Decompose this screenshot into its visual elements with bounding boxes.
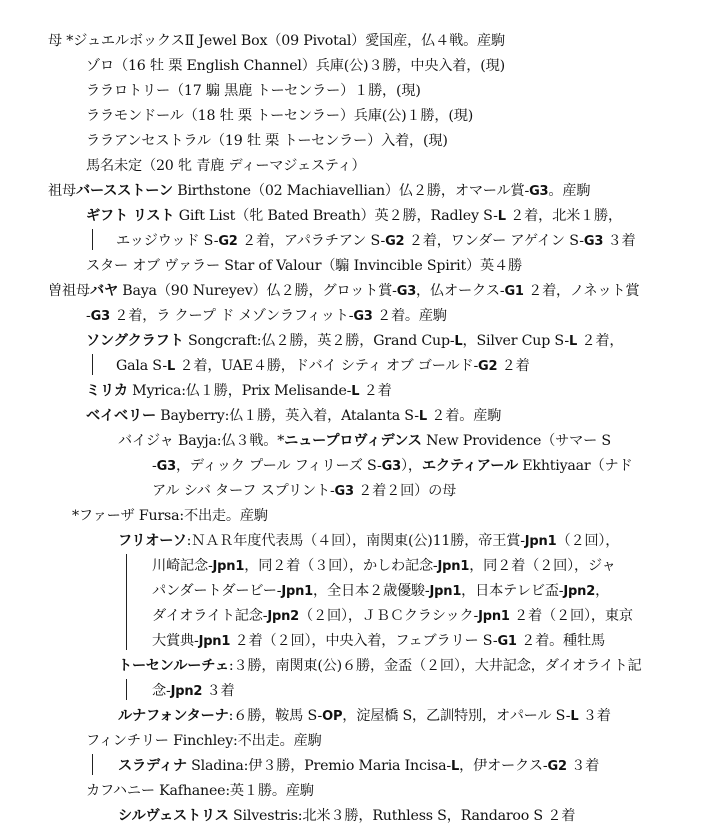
text: ３着 xyxy=(202,683,235,699)
granddam-info: Birthstone（02 Machiavellian）仏２勝，オマール賞- xyxy=(172,183,530,199)
grade-label: G2 xyxy=(478,359,498,374)
tosen-luce-line xyxy=(118,653,642,679)
text: ，ディック プール フィリーズ S- xyxy=(175,458,382,474)
dam-progeny-2: ララロトリー（17 騸 黒鹿 トーセンラー）１勝，(現) xyxy=(86,83,421,99)
third-dam-line-2 xyxy=(86,303,447,329)
text: ２着２回）の母 xyxy=(353,483,457,499)
text: ２着，ラ クープ ド メゾンラフィット- xyxy=(109,308,354,324)
grade-label: G2 xyxy=(385,234,405,249)
dam-line xyxy=(48,28,505,54)
songcraft-line-2 xyxy=(116,353,530,379)
grade-label: L xyxy=(497,209,506,224)
text: ，仏オークス- xyxy=(416,283,505,299)
new-providence-name: ニュープロヴィデンス xyxy=(284,433,422,449)
text: ２着，ノネット賞 xyxy=(523,283,640,299)
text: ２着，UAE４勝，ドバイ シティ オブ ゴールド- xyxy=(175,358,479,374)
text: ２着。産駒 xyxy=(427,408,502,424)
text: パンダートダービー- xyxy=(152,583,282,599)
grade-label: Jpn2 xyxy=(170,684,203,699)
text: ３着 xyxy=(566,758,600,774)
grade-label: G3 xyxy=(156,459,176,474)
grade-label: G2 xyxy=(218,234,238,249)
text: 川崎記念- xyxy=(152,558,213,574)
text: ２着，アパラチアン S- xyxy=(237,233,386,249)
myrica-line xyxy=(86,378,392,404)
bayberry-line xyxy=(86,403,501,429)
furioso-name: フリオーソ xyxy=(118,533,187,549)
grade-label: G3 xyxy=(381,459,401,474)
dam-info: Jewel Box（09 Pivotal）愛国産，仏４戦。産駒 xyxy=(194,33,506,49)
text: （２回），ＪＢＣクラシック- xyxy=(299,608,479,624)
ekhtiyaar-name: エクティアール xyxy=(421,458,518,474)
gift-list-line-2 xyxy=(116,228,635,254)
bayja-line-2 xyxy=(152,453,632,479)
text: Songcraft:仏２勝，英２勝，Grand Cup- xyxy=(183,333,455,349)
bayja-line-3 xyxy=(152,478,456,504)
text: ，同２着（３回），かしわ記念- xyxy=(244,558,438,574)
indent-bar xyxy=(126,554,127,650)
text: Bayberry:仏１勝，英入着，Atalanta S- xyxy=(155,408,419,424)
text: Silvestris:北米３勝，Ruthless S，Randaroo S ２着 xyxy=(228,808,576,824)
third-dam-name: バヤ xyxy=(89,283,118,299)
grade-label: Jpn1 xyxy=(478,609,510,624)
tosen-luce-line-2 xyxy=(152,678,235,704)
text: ２着，ワンダー アゲイン S- xyxy=(404,233,584,249)
text: ２着， xyxy=(577,333,624,349)
grade-label: Jpn1 xyxy=(281,584,314,599)
furioso-line xyxy=(118,528,619,554)
grade-label: G3 xyxy=(353,309,373,324)
grade-label: Jpn1 xyxy=(429,584,462,599)
furioso-line-3 xyxy=(152,578,609,604)
text: :ＮＡＲ年度代表馬（４回），南関東(公)11勝，帝王賞- xyxy=(186,533,525,549)
kafhanee-line: カフハニー Kafhanee:英１勝。産駒 xyxy=(86,783,314,799)
text: ２着。種牡馬 xyxy=(516,633,606,649)
grade-label: Jpn2 xyxy=(563,584,596,599)
grade-label: G1 xyxy=(504,284,524,299)
sladina-line xyxy=(118,753,599,779)
indent-bar xyxy=(126,679,127,700)
silvestris-line xyxy=(118,803,575,829)
grade-label: Jpn1 xyxy=(524,534,557,549)
grade-label: Jpn1 xyxy=(198,634,231,649)
grade-label: L xyxy=(569,334,578,349)
text: ２着 xyxy=(359,383,392,399)
grade-label: Jpn2 xyxy=(267,609,300,624)
text: ，淀屋橋 S，乙訓特別，オパール S- xyxy=(342,708,571,724)
dam-progeny-5: 馬名未定（20 牝 青鹿 ディーマジェスティ） xyxy=(86,158,366,174)
text: Gift List（牝 Bated Breath）英２勝，Radley S- xyxy=(174,208,498,224)
text: :３勝，南関東(公)６勝，金盃（２回），大井記念，ダイオライト記 xyxy=(228,658,642,674)
myrica-name: ミリカ xyxy=(86,383,128,399)
furioso-line-2 xyxy=(152,553,616,579)
grade-label: L xyxy=(166,359,176,374)
text: ，同２着（２回），ジャ xyxy=(469,558,616,574)
grade-label: G1 xyxy=(497,634,517,649)
grade-label: L xyxy=(351,384,360,399)
furioso-line-4 xyxy=(152,603,633,629)
text: 大賞典- xyxy=(152,633,199,649)
indent-bar xyxy=(92,754,93,775)
text: Gala S- xyxy=(116,358,167,374)
indent-bar xyxy=(92,229,93,250)
third-dam-line xyxy=(48,278,639,304)
grade-label: L xyxy=(570,709,579,724)
text: ２着，北米１勝， xyxy=(505,208,623,224)
songcraft-line xyxy=(86,328,623,354)
grade-label: L xyxy=(450,759,460,774)
text: ，伊オークス- xyxy=(459,758,548,774)
text: ２着 xyxy=(497,358,530,374)
granddam-name: バースストーン xyxy=(75,183,173,199)
bayberry-name: ベイベリー xyxy=(86,408,156,424)
text: New Providence（サマー S xyxy=(421,433,611,449)
indent-bar xyxy=(92,354,93,375)
text: ）， xyxy=(400,458,422,474)
third-dam-prefix: 曽祖母 xyxy=(48,283,90,299)
text: Myrica:仏１勝，Prix Melisande- xyxy=(127,383,352,399)
text: Baya（90 Nureyev）仏２勝，グロット賞- xyxy=(117,283,397,299)
luna-fontana-name: ルナフォンターナ xyxy=(118,708,229,724)
text: ２着。産駒 xyxy=(372,308,447,324)
text: （２回）， xyxy=(556,533,620,549)
granddam-line xyxy=(48,178,590,204)
text: ，日本テレビ盃- xyxy=(461,583,564,599)
grade-label: G3 xyxy=(396,284,417,299)
text: ２着（２回），中央入着，フェブラリー S- xyxy=(230,633,498,649)
grade-label: G3 xyxy=(583,234,604,249)
finchley-line: フィンチリー Finchley:不出走。産駒 xyxy=(86,733,322,749)
grade-label: G3 xyxy=(334,484,354,499)
text: ３着 xyxy=(603,233,636,249)
grade-label: L xyxy=(418,409,427,424)
luna-fontana-line xyxy=(118,703,611,729)
text: :６勝，鞍馬 S- xyxy=(228,708,323,724)
grade-label: OP xyxy=(322,709,343,724)
grade-label: Jpn1 xyxy=(212,559,245,574)
sladina-name: スラディナ xyxy=(118,758,187,774)
grade-label: Jpn1 xyxy=(437,559,470,574)
furioso-line-5 xyxy=(152,628,605,654)
dam-progeny-1: ゾロ（16 牡 栗 English Channel）兵庫(公)３勝，中央入着，(現) xyxy=(86,58,505,74)
silvestris-name: シルヴェストリス xyxy=(118,808,229,824)
grade-label: G2 xyxy=(547,759,567,774)
grade-label: G3 xyxy=(90,309,110,324)
text: エッジウッド S- xyxy=(116,233,219,249)
gift-list-line xyxy=(86,203,622,229)
dam-prefix: 母 * xyxy=(48,33,74,49)
text: ， xyxy=(595,583,610,599)
text: バイジャ Bayja:仏３戦。* xyxy=(118,433,285,449)
text: 念- xyxy=(152,683,171,699)
gift-list-name: ギフト リスト xyxy=(86,208,175,224)
grade-label: G3 xyxy=(529,184,549,199)
grade-label: L xyxy=(454,334,463,349)
text: - xyxy=(152,458,157,474)
text: Ekhtiyaar（ナド xyxy=(517,458,633,474)
text: ２着（２回），東京 xyxy=(509,608,633,624)
text: ダイオライト記念- xyxy=(152,608,268,624)
songcraft-name: ソングクラフト xyxy=(86,333,184,349)
text: - xyxy=(86,308,91,324)
text: Sladina:伊３勝，Premio Maria Incisa- xyxy=(186,758,451,774)
granddam-info-end: 。産駒 xyxy=(548,183,591,199)
bayja-line xyxy=(118,428,611,454)
dam-progeny-3: ララモンドール（18 牡 栗 トーセンラー）兵庫(公)１勝，(現) xyxy=(86,108,474,124)
fursa-line: *ファーザ Fursa:不出走。産駒 xyxy=(72,508,268,524)
dam-name: ジュエルボックスⅡ xyxy=(73,33,195,49)
text: ３着 xyxy=(578,708,611,724)
dam-progeny-4: ララアンセストラル（19 牡 栗 トーセンラー）入着，(現) xyxy=(86,133,448,149)
granddam-prefix: 祖母 xyxy=(48,183,76,199)
tosen-luce-name: トーセンルーチェ xyxy=(118,658,229,674)
text: ，Silver Cup S- xyxy=(462,333,570,349)
text: ，全日本２歳優駿- xyxy=(313,583,430,599)
star-of-valour-line: スター オブ ヴァラー Star of Valour（騸 Invincible Spirit）英４勝 xyxy=(86,258,522,274)
text: アル シバ ターフ スプリント- xyxy=(152,483,335,499)
